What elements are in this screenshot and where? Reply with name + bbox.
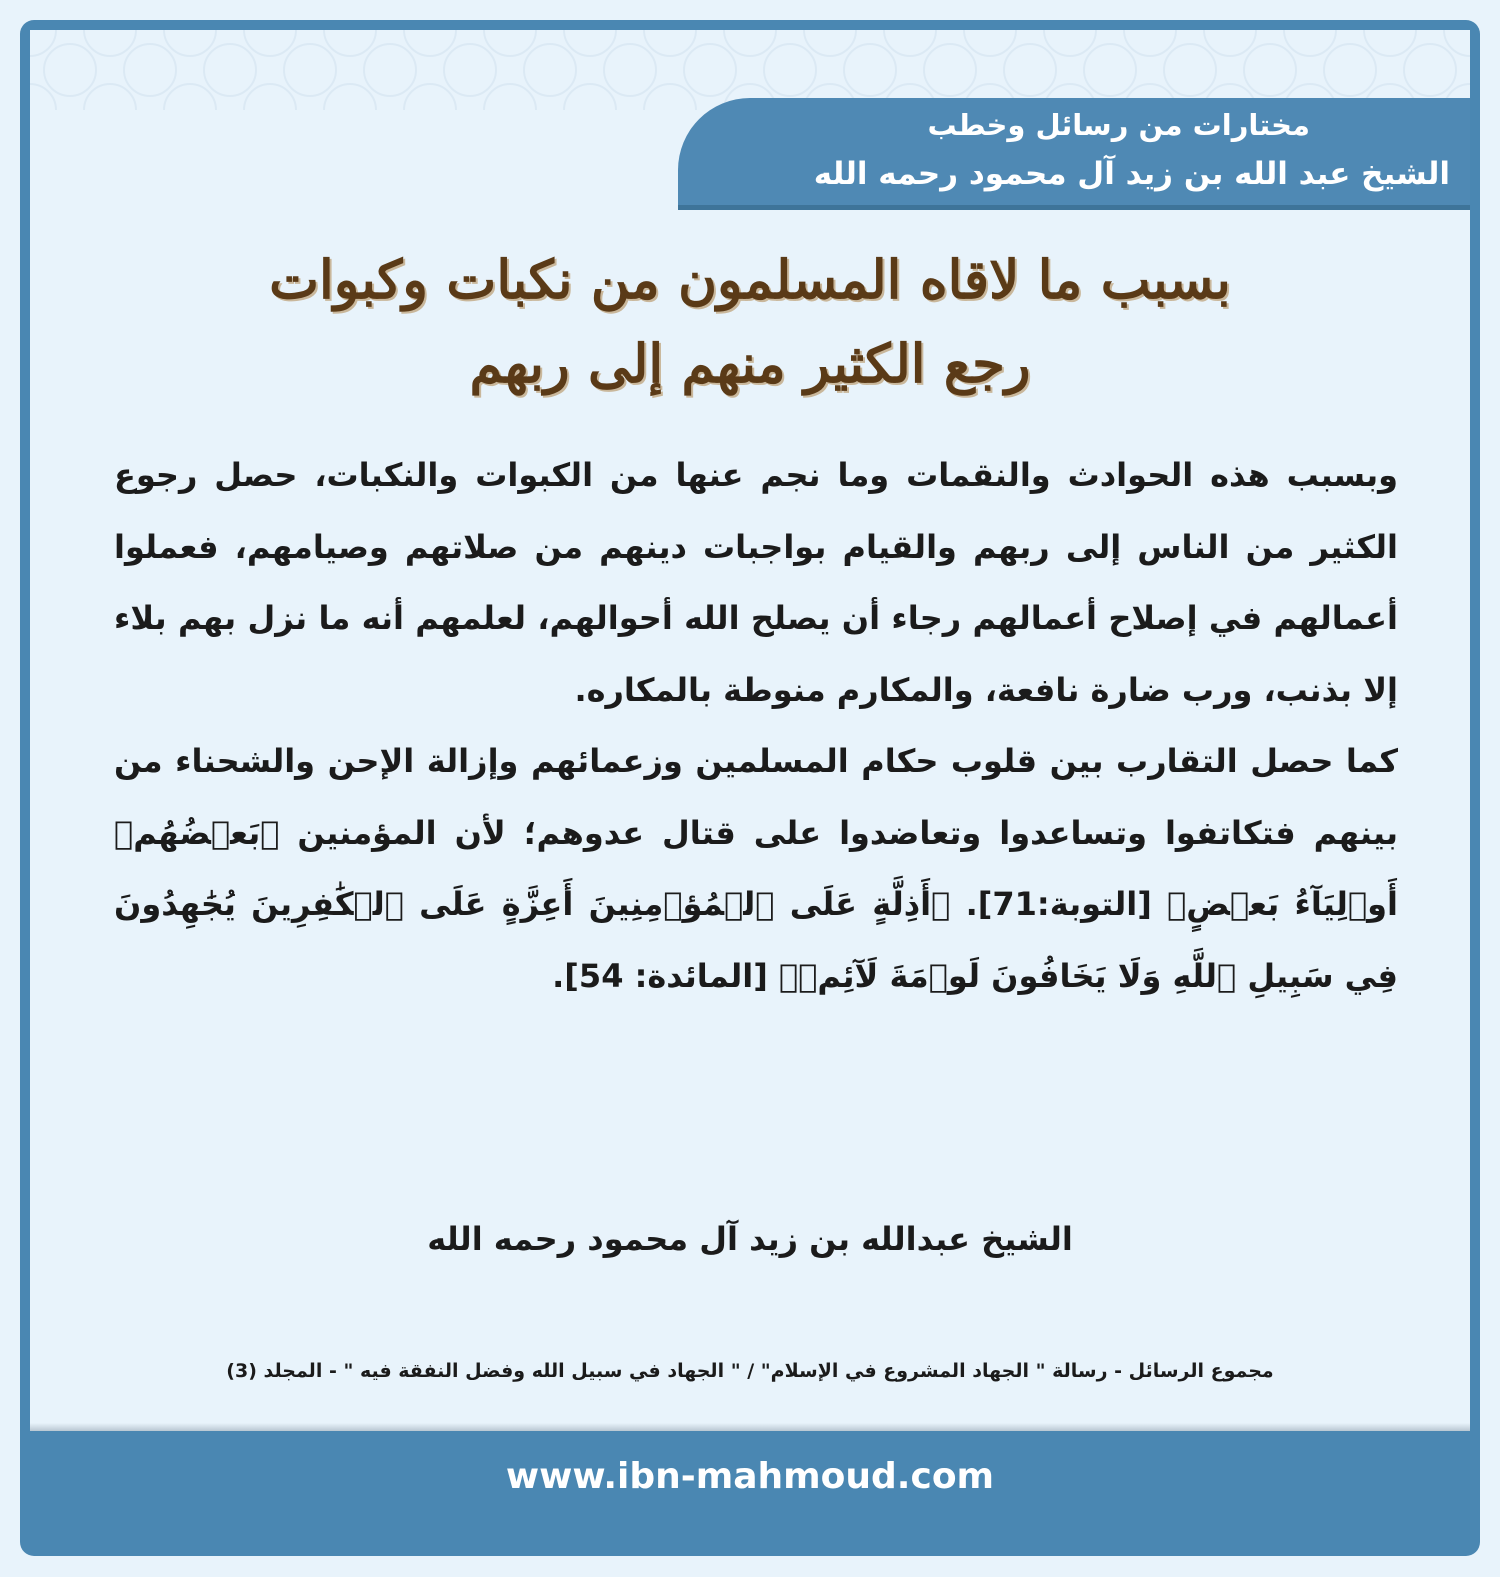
article-body [114, 440, 1398, 1012]
content-panel [30, 30, 1470, 1431]
panel-divider [30, 1423, 1470, 1431]
series-author: الشيخ عبد الله بن زيد آل محمود رحمه الله [813, 156, 1450, 192]
body-paragraph-1: وبسبب هذه الحوادث والنقمات وما نجم عنها من الكبوات والنكبات، حصل رجوع الكثير من الناس إلى ربهم والقيام بواجبات دينهم من صلاتهم وصيامهم، فعملوا أعمالهم في إصلاح أعمالهم رجاء أن يصلح الله أحوالهم، لعلمهم أنه ما نزل بهم بلاء إلا بذنب، ورب ضارة نافعة، والمكارم منوطة بالمكاره. [114, 456, 1398, 709]
body-paragraph-2: كما حصل التقارب بين قلوب حكام المسلمين وزعمائهم وإزالة الإحن والشحناء من بينهم فتكاتفوا وتساعدوا وتعاضدوا على قتال عدوهم؛ لأن المؤمنين ﴿بَعۡضُهُمۡ أَوۡلِيَآءُ بَعۡضٍ﴾ [التوبة:71]. ﴿أَذِلَّةٍ عَلَى ٱلۡمُؤۡمِنِينَ أَعِزَّةٍ عَلَى ٱلۡكَٰفِرِينَ يُجَٰهِدُونَ فِي سَبِيلِ ٱللَّهِ وَلَا يَخَافُونَ لَوۡمَةَ لَآئِمٖ﴾ [المائدة: 54]. [114, 742, 1399, 995]
series-banner [678, 98, 1470, 210]
website-link[interactable]: www.ibn-mahmoud.com [505, 1456, 995, 1497]
page-frame [20, 20, 1480, 1556]
series-title: مختارات من رسائل وخطب [927, 108, 1310, 142]
title-line-2: رجع الكثير منهم إلى ربهم [469, 333, 1031, 395]
author-signature: الشيخ عبدالله بن زيد آل محمود رحمه الله [427, 1220, 1073, 1258]
source-citation: مجموع الرسائل - رسالة " الجهاد المشروع في الإسلام" / " الجهاد في سبيل الله وفضل النفقة فيه " - المجلد (3) [226, 1360, 1274, 1382]
title-line-1: بسبب ما لاقاه المسلمون من نكبات وكبوات [269, 249, 1231, 311]
article-title [70, 238, 1430, 406]
